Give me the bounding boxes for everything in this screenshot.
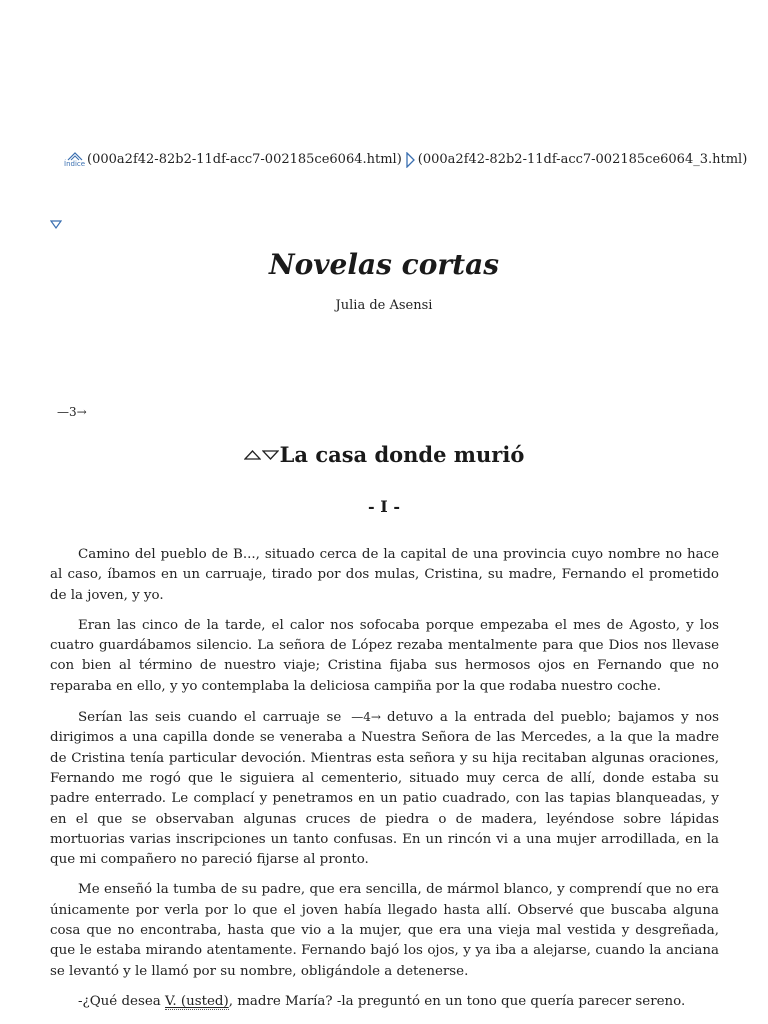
down-triangle-icon[interactable]: [50, 220, 62, 230]
paragraph: [50, 992, 719, 1012]
down-triangle-icon[interactable]: [262, 449, 279, 461]
index-label: Índice: [64, 160, 86, 168]
chapter-heading: [0, 442, 768, 467]
section-number: - I -: [368, 497, 400, 516]
paragraph: Eran las cinco de la tarde, el calor nos sofocaba porque empezaba el mes de Agosto, y los cuatro guardábamos silencio. La señora de López rezaba mentalmente para que Dios nos llevase con bien al término de nuestro viaje; Cristina fijaba sus hermosos ojos en Fernando que no reparaba en ello, y yo contemplaba la deliciosa campiña por la que rodaba nuestro coche.: [50, 617, 719, 694]
up-triangle-icon[interactable]: [244, 449, 261, 461]
paragraph-text: , madre María? -la preguntó en un tono que quería parecer sereno.: [228, 993, 686, 1009]
paragraph: Camino del pueblo de B..., situado cerca de la capital de una provincia cuyo nombre no hace al caso, íbamos en un carruaje, tirado por dos mulas, Cristina, su madre, Fernando el prometido de la joven, y yo.: [50, 547, 719, 603]
chapter-title: La casa donde murió: [279, 442, 525, 467]
book-author: Julia de Asensi: [335, 298, 433, 313]
page-marker: —4→: [351, 710, 381, 725]
next-arrow-icon[interactable]: [406, 152, 415, 168]
next-page-link[interactable]: (000a2f42-82b2-11df-acc7-002185ce6064_3.html): [417, 152, 748, 167]
page-marker: —3→: [57, 405, 87, 419]
paragraph-text: detuvo a la entrada del pueblo; bajamos y nos dirigimos a una capilla donde se veneraba a Nuestra Señora de las Mercedes, a la que la madre de Cristina tenía particular devoción. Mientras esta señora y su hija recitaban algunas oraciones, Fernando me rogó que le siguiera al cementerio, situado muy cerca de allí, donde estaba su padre enterrado. Le complací y penetramos en un patio cuadrado, con las tapias blanqueadas, y en el que se observaban algunas cruces de piedra o de madera, leyéndose sobre lápidas mortuorias varias inscripciones un tanto confusas. En un rincón vi a una mujer arrodillada, en la que mi compañero no pareció fijarse al pronto.: [50, 710, 719, 868]
book-title: Novelas cortas: [269, 248, 499, 281]
paragraph: [50, 707, 719, 870]
body-text: [50, 545, 719, 1022]
navigation-bar: [64, 151, 747, 168]
paragraph-text: -¿Qué desea: [78, 993, 161, 1009]
paragraph: Me enseñó la tumba de su padre, que era sencilla, de mármol blanco, y comprendí que no era únicamente por verla por lo que el joven había llegado hasta allí. Observé que buscaba alguna cosa que no encontraba, hasta que vio a la mujer, que era una vieja mal vestida y desgreñada, que le estaba mirando atentamente. Fernando bajó los ojos, y ya iba a alejarse, cuando la anciana se levantó y le llamó por su nombre, obligándole a detenerse.: [50, 882, 719, 979]
abbreviation-link[interactable]: V. (usted): [165, 993, 229, 1009]
index-link[interactable]: [64, 151, 85, 168]
prev-page-link[interactable]: (000a2f42-82b2-11df-acc7-002185ce6064.html): [87, 152, 402, 167]
paragraph-text: Serían las seis cuando el carruaje se: [78, 710, 342, 726]
